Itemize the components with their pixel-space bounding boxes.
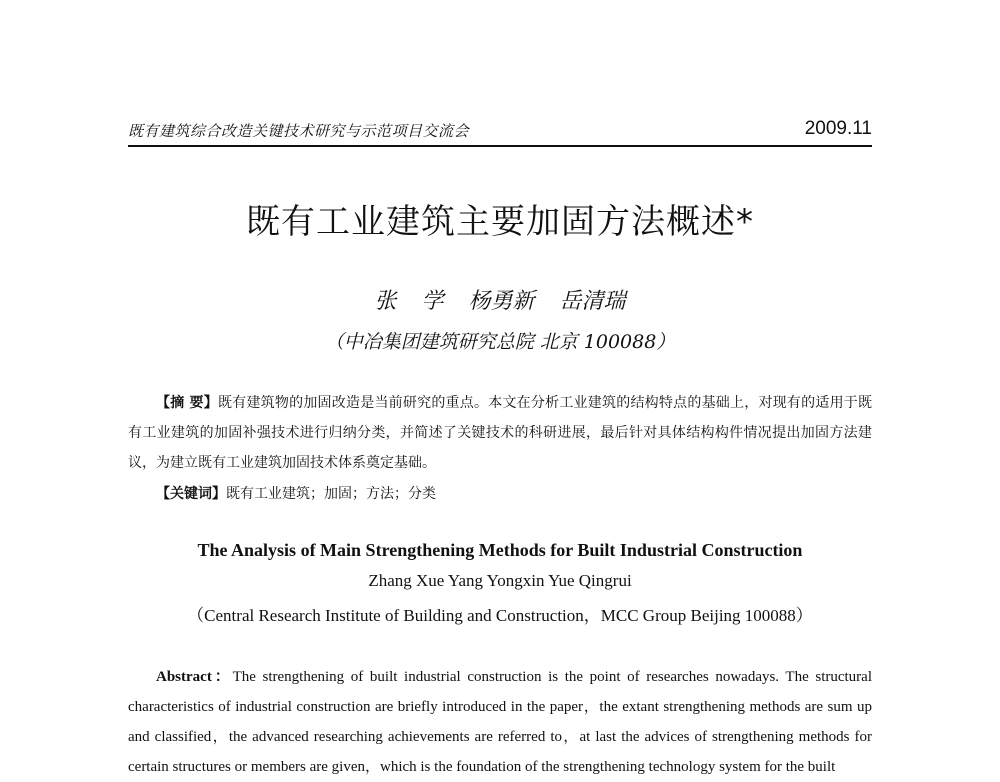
abstract-english — [128, 662, 872, 775]
english-affiliation: （Central Research Institute of Building and Construction，MCC Group Beijing 100088） — [187, 606, 813, 625]
abstract-chinese — [128, 388, 872, 478]
keywords-chinese — [156, 483, 436, 503]
running-header — [128, 118, 872, 146]
affiliation: （中冶集团建筑研究总院 北京 100088） — [324, 331, 676, 353]
conference-name: 既有建筑综合改造关键技术研究与示范项目交流会 — [128, 122, 470, 140]
keywords-cn-text: 既有工业建筑；加固；方法；分类 — [226, 486, 436, 502]
authors: 张 学 杨勇新 岳清瑞 — [374, 289, 626, 314]
abstract-en-text: The strengthening of built industrial construction is the point of researches nowadays. The structural characteristics of industrial construction are briefly introduced in the paper，the extant strengthening methods are sum up and classified，the advanced researching achievements are referred to，at last the advices of strengthening methods for certain structures or members are given，which is the foundation of the strengthening technology system for the built — [128, 669, 872, 775]
issue-date: 2009.11 — [804, 118, 872, 139]
abstract-en-label: Abstract： — [156, 669, 233, 685]
keywords-cn-label: 【关键词】 — [156, 486, 226, 502]
paper-title: 既有工业建筑主要加固方法概述* — [246, 202, 754, 242]
english-title: The Analysis of Main Strengthening Methods for Built Industrial Construction — [197, 540, 803, 560]
abstract-cn-text: 既有建筑物的加固改造是当前研究的重点。本文在分析工业建筑的结构特点的基础上，对现有的适用于既有工业建筑的加固补强技术进行归纳分类，并简述了关键技术的科研进展，最后针对具体结构构件情况提出加固方法建议，为建立既有工业建筑加固技术体系奠定基础。 — [128, 395, 873, 471]
header-rule — [128, 145, 872, 147]
english-authors: Zhang Xue Yang Yongxin Yue Qingrui — [368, 571, 632, 590]
abstract-cn-label: 【摘 要】 — [156, 395, 218, 411]
